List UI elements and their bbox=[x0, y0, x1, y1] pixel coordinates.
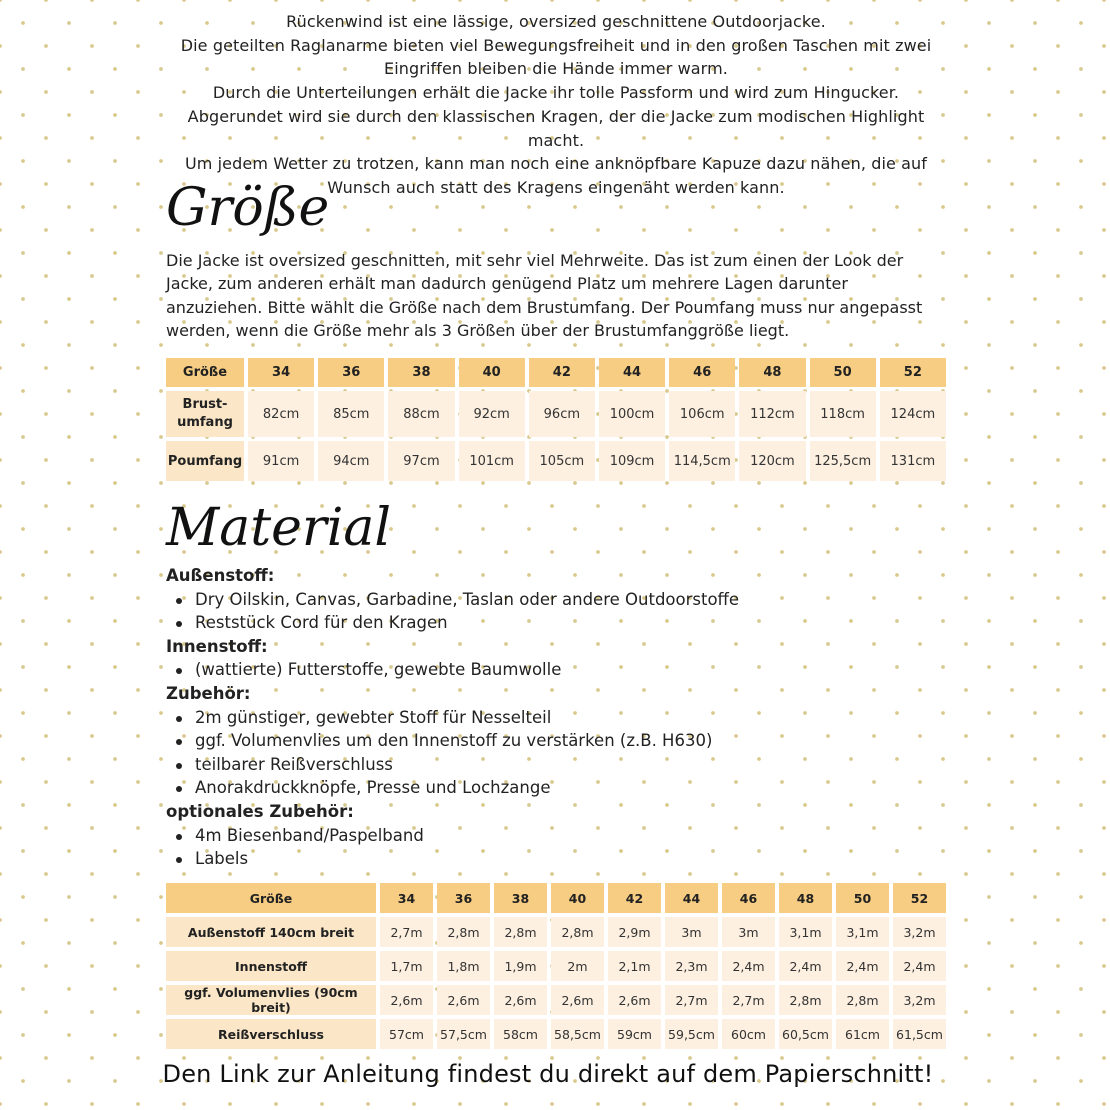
table-cell: 2,4m bbox=[893, 951, 946, 981]
table-cell: 2m bbox=[551, 951, 604, 981]
header-cell: 34 bbox=[380, 883, 433, 913]
category-label: Innenstoff: bbox=[166, 636, 268, 656]
list-item: teilbarer Reißverschluss bbox=[195, 753, 946, 777]
header-cell: 50 bbox=[810, 358, 876, 387]
header-cell: 38 bbox=[388, 358, 454, 387]
list-item: ggf. Volumenvlies um den Innenstoff zu verstärken (z.B. H630) bbox=[195, 729, 946, 753]
header-cell: 36 bbox=[318, 358, 384, 387]
header-cell: 34 bbox=[248, 358, 314, 387]
table-cell: 60cm bbox=[722, 1019, 775, 1049]
header-cell: 48 bbox=[739, 358, 805, 387]
table-cell: 105cm bbox=[529, 441, 595, 481]
table-cell: 59cm bbox=[608, 1019, 661, 1049]
table-cell: 2,4m bbox=[779, 951, 832, 981]
table-cell: 2,8m bbox=[494, 917, 547, 947]
size-description: Die Jacke ist oversized geschnitten, mit sehr viel Mehrweite. Das ist zum einen der Look der Jacke, zum anderen erhält man dadurch genügend Platz um mehrere Lagen darunter anzuziehen. Bitte wählt die Größe nach dem Brustumfang. Der Poumfang muss nur angepasst werden, wenn die Größe mehr als 3 Größen über der Brustumfanggröße liegt. bbox=[166, 251, 923, 340]
table-cell: 2,7m bbox=[380, 917, 433, 947]
header-cell: 40 bbox=[551, 883, 604, 913]
category-label: optionales Zubehör: bbox=[166, 801, 354, 821]
table-cell: 96cm bbox=[529, 391, 595, 437]
table-cell: 1,9m bbox=[494, 951, 547, 981]
table-cell: 112cm bbox=[739, 391, 805, 437]
table-cell: 61,5cm bbox=[893, 1019, 946, 1049]
table-cell: 58cm bbox=[494, 1019, 547, 1049]
table-cell: 2,4m bbox=[722, 951, 775, 981]
row-label: Innenstoff bbox=[166, 951, 376, 981]
table-cell: 100cm bbox=[599, 391, 665, 437]
table-cell: 82cm bbox=[248, 391, 314, 437]
table-cell: 3,2m bbox=[893, 985, 946, 1015]
header-cell: 48 bbox=[779, 883, 832, 913]
table-cell: 1,7m bbox=[380, 951, 433, 981]
table-cell: 92cm bbox=[459, 391, 525, 437]
table-cell: 125,5cm bbox=[810, 441, 876, 481]
table-row bbox=[166, 985, 946, 1015]
table-row bbox=[166, 917, 946, 947]
table-cell: 3m bbox=[722, 917, 775, 947]
category-items bbox=[166, 824, 946, 871]
table-cell: 59,5cm bbox=[665, 1019, 718, 1049]
table-cell: 91cm bbox=[248, 441, 314, 481]
table-cell: 94cm bbox=[318, 441, 384, 481]
header-cell: Größe bbox=[166, 883, 376, 913]
table-cell: 2,6m bbox=[437, 985, 490, 1015]
footer-note: Den Link zur Anleitung findest du direkt auf dem Papierschnitt! bbox=[162, 1060, 934, 1088]
material-table bbox=[162, 879, 950, 1053]
table-cell: 2,6m bbox=[551, 985, 604, 1015]
list-item: (wattierte) Futterstoffe, gewebte Baumwolle bbox=[195, 658, 946, 682]
table-cell: 2,9m bbox=[608, 917, 661, 947]
table-cell: 88cm bbox=[388, 391, 454, 437]
table-row bbox=[166, 1019, 946, 1049]
category-items bbox=[166, 658, 946, 682]
header-cell: 38 bbox=[494, 883, 547, 913]
table-cell: 3m bbox=[665, 917, 718, 947]
table-cell: 60,5cm bbox=[779, 1019, 832, 1049]
table-cell: 2,4m bbox=[836, 951, 889, 981]
category-label: Zubehör: bbox=[166, 683, 251, 703]
header-cell: 42 bbox=[608, 883, 661, 913]
table-cell: 2,6m bbox=[380, 985, 433, 1015]
intro-line: Die geteilten Raglanarme bieten viel Bewegungsfreiheit und in den großen Taschen mit zwei Eingriffen bleiben die Hände immer warm. bbox=[180, 35, 932, 79]
category-label: Außenstoff: bbox=[166, 566, 275, 585]
header-cell: 42 bbox=[529, 358, 595, 387]
table-cell: 2,6m bbox=[608, 985, 661, 1015]
table-cell: 106cm bbox=[669, 391, 735, 437]
table-cell: 101cm bbox=[459, 441, 525, 481]
material-table-header-row bbox=[166, 883, 946, 913]
header-cell: 46 bbox=[722, 883, 775, 913]
category-items bbox=[166, 588, 946, 635]
list-item: 2m günstiger, gewebter Stoff für Nesselteil bbox=[195, 706, 946, 730]
table-cell: 2,8m bbox=[551, 917, 604, 947]
table-row bbox=[166, 951, 946, 981]
table-cell: 1,8m bbox=[437, 951, 490, 981]
table-cell: 97cm bbox=[388, 441, 454, 481]
table-cell: 2,8m bbox=[836, 985, 889, 1015]
table-cell: 57,5cm bbox=[437, 1019, 490, 1049]
size-table bbox=[162, 354, 950, 485]
list-item: Labels bbox=[195, 847, 946, 871]
table-cell: 58,5cm bbox=[551, 1019, 604, 1049]
table-cell: 57cm bbox=[380, 1019, 433, 1049]
table-cell: 3,2m bbox=[893, 917, 946, 947]
table-cell: 2,1m bbox=[608, 951, 661, 981]
header-cell: 44 bbox=[665, 883, 718, 913]
row-label: ggf. Volumenvlies (90cm breit) bbox=[166, 985, 376, 1015]
size-heading: Größe bbox=[166, 178, 330, 238]
intro-text bbox=[160, 10, 952, 200]
table-cell: 3,1m bbox=[836, 917, 889, 947]
header-cell: 40 bbox=[459, 358, 525, 387]
table-row bbox=[166, 391, 946, 437]
table-cell: 2,3m bbox=[665, 951, 718, 981]
table-cell: 2,8m bbox=[437, 917, 490, 947]
header-cell: 52 bbox=[893, 883, 946, 913]
header-cell: 36 bbox=[437, 883, 490, 913]
table-cell: 131cm bbox=[880, 441, 946, 481]
list-item: Anorakdruckknöpfe, Presse und Lochzange bbox=[195, 776, 946, 800]
table-cell: 3,1m bbox=[779, 917, 832, 947]
row-label: Reißverschluss bbox=[166, 1019, 376, 1049]
list-item: Reststück Cord für den Kragen bbox=[195, 611, 946, 635]
row-label: Brust- umfang bbox=[166, 391, 244, 437]
intro-line: Rückenwind ist eine lässige, oversized geschnittene Outdoorjacke. bbox=[286, 12, 826, 31]
material-heading: Material bbox=[166, 498, 392, 558]
header-cell: 50 bbox=[836, 883, 889, 913]
list-item: 4m Biesenband/Paspelband bbox=[195, 824, 946, 848]
table-cell: 2,7m bbox=[665, 985, 718, 1015]
table-row bbox=[166, 441, 946, 481]
header-cell: 52 bbox=[880, 358, 946, 387]
table-cell: 114,5cm bbox=[669, 441, 735, 481]
intro-line: Um jedem Wetter zu trotzen, kann man noch eine anknöpfbare Kapuze dazu nähen, die auf Wunsch auch statt des Kragens eingenäht werden kann. bbox=[184, 154, 928, 197]
row-label: Poumfang bbox=[166, 441, 244, 481]
list-item: Dry Oilskin, Canvas, Garbadine, Taslan oder andere Outdoorstoffe bbox=[195, 588, 946, 612]
table-cell: 85cm bbox=[318, 391, 384, 437]
table-cell: 61cm bbox=[836, 1019, 889, 1049]
table-cell: 109cm bbox=[599, 441, 665, 481]
header-cell: 44 bbox=[599, 358, 665, 387]
table-cell: 120cm bbox=[739, 441, 805, 481]
intro-line: Abgerundet wird sie durch den klassischen Kragen, der die Jacke zum modischen Highlight macht. bbox=[187, 106, 925, 150]
size-table-header-row bbox=[166, 358, 946, 387]
category-items bbox=[166, 706, 946, 800]
table-cell: 2,8m bbox=[779, 985, 832, 1015]
material-list bbox=[166, 564, 946, 871]
header-cell: Größe bbox=[166, 358, 244, 387]
row-label: Außenstoff 140cm breit bbox=[166, 917, 376, 947]
table-cell: 124cm bbox=[880, 391, 946, 437]
table-cell: 118cm bbox=[810, 391, 876, 437]
table-cell: 2,6m bbox=[494, 985, 547, 1015]
header-cell: 46 bbox=[669, 358, 735, 387]
table-cell: 2,7m bbox=[722, 985, 775, 1015]
intro-line: Durch die Unterteilungen erhält die Jacke ihr tolle Passform und wird zum Hingucker. bbox=[212, 83, 900, 103]
